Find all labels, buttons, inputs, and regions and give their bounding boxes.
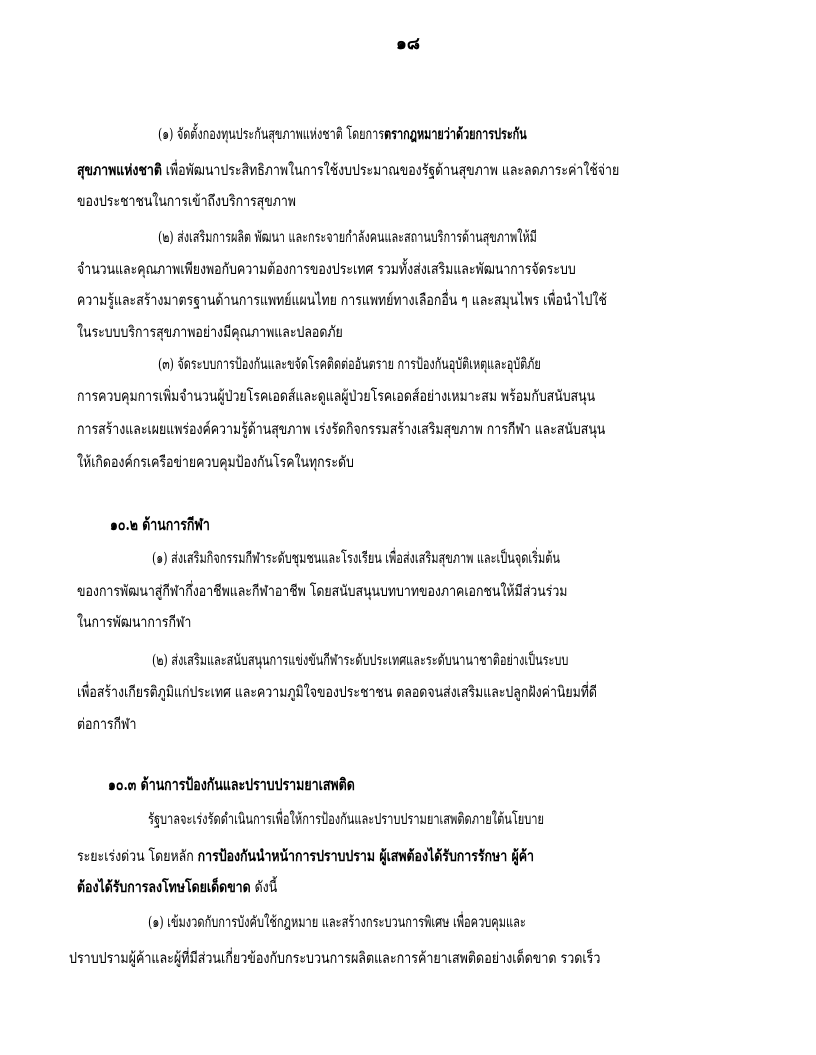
paragraph-line: รัฐบาลจะเร่งรัดดำเนินการเพื่อให้การป้องกันและปราบปรามยาเสพติดภายใต้นโยบาย	[148, 810, 544, 828]
bold-text: ต้องได้รับการลงโทษโดยเด็ดขาด	[77, 878, 251, 896]
paragraph-line: การควบคุมการเพิ่มจำนวนผู้ป่วยโรคเอดส์และดูแลผู้ป่วยโรคเอดส์อย่างเหมาะสม พร้อมกับสนับสนุน	[77, 387, 596, 405]
paragraph-line: ความรู้และสร้างมาตรฐานด้านการแพทย์แผนไทย การแพทย์ทางเลือกอื่น ๆ และสมุนไพร เพื่อนำไปใช้	[77, 291, 607, 309]
section-heading: ๑๐.๒ ด้านการกีฬา	[110, 515, 210, 534]
paragraph-line: จำนวนและคุณภาพเพียงพอกับความต้องการของประเทศ รวมทั้งส่งเสริมและพัฒนาการจัดระบบ	[77, 260, 576, 278]
line-text: (๑) จัดตั้งกองทุนประกันสุขภาพแห่งชาติ โดยการ	[158, 125, 385, 143]
paragraph-line: ปราบปรามผู้ค้าและผู้ที่มีส่วนเกี่ยวข้องกับกระบวนการผลิตและการค้ายาเสพติดอย่างเด็ดขาด รวดเร็ว	[69, 949, 601, 967]
paragraph-line	[14, 157, 742, 183]
paragraph-line: เพื่อสร้างเกียรติภูมิแก่ประเทศ และความภูมิใจของประชาชน ตลอดจนส่งเสริมและปลูกฝังค่านิยมที่ดี	[77, 683, 597, 701]
paragraph-line	[45, 121, 742, 147]
paragraph-line: ในระบบบริการสุขภาพอย่างมีคุณภาพและปลอดภัย	[77, 323, 343, 341]
paragraph-line: ต่อการกีฬา	[77, 715, 137, 733]
paragraph-line	[14, 874, 742, 900]
bold-text: สุขภาพแห่งชาติ	[77, 161, 162, 179]
paragraph-line: (๑) ส่งเสริมกิจกรรมกีฬาระดับชุมชนและโรงเรียน เพื่อส่งเสริมสุขภาพ และเป็นจุดเริ่มต้น	[152, 549, 560, 567]
paragraph-line: การสร้างและเผยแพร่องค์ความรู้ด้านสุขภาพ เร่งรัดกิจกรรมสร้างเสริมสุขภาพ การกีฬา และสนับสนุน	[77, 420, 606, 438]
paragraph-line: ในการพัฒนาการกีฬา	[77, 613, 192, 631]
paragraph-line: ของการพัฒนาสู่กีฬากึ่งอาชีพและกีฬาอาชีพ โดยสนับสนุนบทบาทของภาคเอกชนให้มีส่วนร่วม	[77, 582, 568, 600]
line-text: เพื่อพัฒนาประสิทธิภาพในการใช้งบประมาณของรัฐด้านสุขภาพ และลดภาระค่าใช้จ่าย	[161, 161, 620, 179]
bold-text: การป้องกันนำหน้าการปราบปราม ผู้เสพต้องได้รับการรักษา ผู้ค้า	[197, 847, 534, 865]
section-heading: ๑๐.๓ ด้านการป้องกันและปราบปรามยาเสพติด	[108, 775, 355, 794]
bold-text: ตรากฎหมายว่าด้วยการประกัน	[384, 125, 527, 143]
paragraph-line: (๑) เข้มงวดกับการบังคับใช้กฎหมาย และสร้างกระบวนการพิเศษ เพื่อควบคุมและ	[148, 913, 526, 931]
line-text: ระยะเร่งด่วน โดยหลัก	[77, 847, 198, 865]
paragraph-line: ให้เกิดองค์กรเครือข่ายควบคุมป้องกันโรคในทุกระดับ	[77, 453, 354, 471]
page-number: ๑๘	[396, 34, 420, 54]
paragraph-line: ของประชาชนในการเข้าถึงบริการสุขภาพ	[77, 192, 296, 210]
paragraph-line: (๒) ส่งเสริมการผลิต พัฒนา และกระจายกำลังคนและสถานบริการด้านสุขภาพให้มี	[158, 228, 537, 246]
line-text: ดังนี้	[250, 878, 278, 896]
paragraph-line: (๓) จัดระบบการป้องกันและขจัดโรคติดต่ออันตราย การป้องกันอุบัติเหตุและอุบัติภัย	[158, 355, 541, 373]
paragraph-line: (๒) ส่งเสริมและสนับสนุนการแข่งขันกีฬาระดับประเทศและระดับนานาชาติอย่างเป็นระบบ	[152, 651, 569, 669]
paragraph-line	[14, 843, 742, 869]
